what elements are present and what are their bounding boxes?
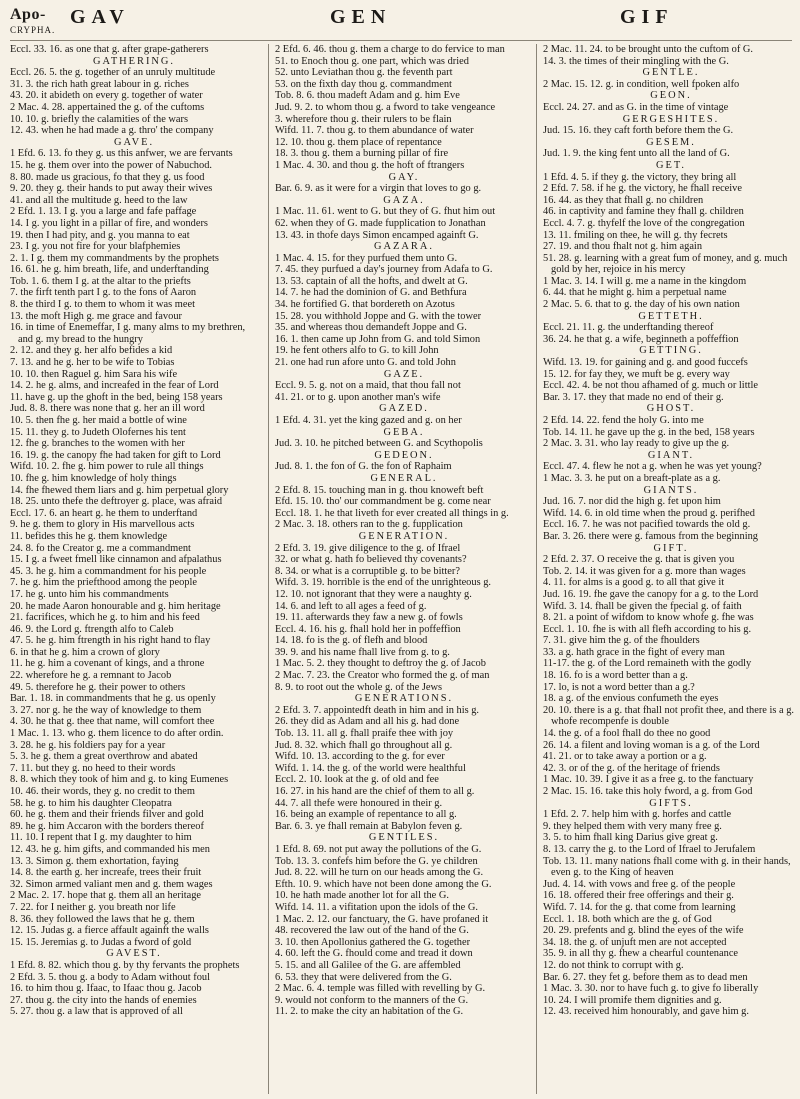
entry-line: 14. the g. of a fool fhall do thee no good xyxy=(543,728,711,740)
entry-line: 19. then I had pity, and g. you manna to eat xyxy=(10,229,190,241)
entry-line: Bar. 6. 3. ye fhall remain at Babylon feven g. xyxy=(275,820,463,832)
entry-line: Eccl. 21. 11. g. the underftanding thereof xyxy=(543,322,714,334)
entry-line: 3. 27. nor g. he the way of knowledge to them xyxy=(10,704,202,716)
entry-line: Jud. 15. 16. they caft forth before them the G. xyxy=(543,125,734,137)
entry-line: 9. he g. them to glory in His marvellous acts xyxy=(10,519,195,531)
entry-line: Jud. 3. 10. he pitched between G. and Scythopolis xyxy=(275,438,483,450)
entry-line: 10. 10. g. briefly the calamities of the wars xyxy=(10,113,189,125)
headword: GAVE. xyxy=(113,136,155,148)
entry-line: 12. 10. not ignorant that they were a naughty g. xyxy=(275,588,472,600)
entry-line: 11. have g. up the ghoft in the bed, being 158 years xyxy=(10,391,223,403)
entry-line: 31. 3. the rich hath great labour in g. riches xyxy=(10,78,189,90)
entry-line: 7. 11. but they g. no heed to their words xyxy=(10,762,176,774)
headword: GERGESHITES. xyxy=(622,113,720,125)
headword: GENTILES. xyxy=(368,832,440,844)
entry-line: 8. 8. which they took of him and g. to king Eumenes xyxy=(10,774,229,786)
entry-line: 10. he hath made another lot for all the G. xyxy=(275,890,449,902)
entry-line: 14. I g. you light in a pillar of fire, and wonders xyxy=(10,217,208,229)
entry-line: 4. 60. left the G. fhould come and tread it down xyxy=(275,948,473,960)
entry-line: 7. the firft tenth part I g. to the fons of Aaron xyxy=(10,287,197,299)
entry-line: 18. 16. fo is a word better than a g. xyxy=(543,670,688,682)
entry-line: 89. he g. him Accaron with the borders thereof xyxy=(10,820,204,832)
entry-line: 4. 30. he that g. thee that name, will comfort thee xyxy=(10,716,215,728)
entry-line: 12. 43. when he had made a g. thro' the company xyxy=(10,125,214,137)
entry-line: Wifd. 10. 13. according to the g. for ever xyxy=(275,751,445,763)
entry-line: 9. they helped them with very many free g. xyxy=(543,820,722,832)
entry-line: 12. 43. he g. him gifts, and commanded his men xyxy=(10,843,210,855)
entry-line: Eccl. 17. 6. an heart g. he them to underftand xyxy=(10,507,198,519)
entry-line: 58. he g. to him his daughter Cleopatra xyxy=(10,797,172,809)
entry-line: 5. 15. and all Galilee of the G. are affembled xyxy=(275,959,461,971)
entry-line: 2 Mac. 5. 6. that to g. the day of his own nation xyxy=(543,299,740,311)
headword: GENTLE. xyxy=(642,67,700,79)
entry-line: 51. to Enoch thou g. one part, which was dried xyxy=(275,55,469,67)
entry-line: Tob. 13. 11. many nations fhall come with g. in their hands, even g. to the King of heaven xyxy=(543,855,791,879)
entry-line: 11. 10. I repent that I g. my daughter to him xyxy=(10,832,192,844)
entry-line: 10. 5. then fhe g. her maid a bottle of wine xyxy=(10,415,187,426)
entry-line: 34. he fortified G. that bordereth on Azotus xyxy=(275,299,455,311)
entry-line: 11. befides this he g. them knowledge xyxy=(10,530,168,542)
entry-line: Eccl. 4. 16. his g. fhall hold her in poffeffion xyxy=(275,623,461,635)
entry-line: 14. 8. the earth g. her increafe, trees their fruit xyxy=(10,867,202,879)
entry-line: 15. he g. them over into the power of Nabuchod. xyxy=(10,159,212,171)
entry-line: 42. 3. or of the g. of the heritage of friends xyxy=(543,762,720,774)
entry-line: 1 Efd. 2. 7. help him with g. horfes and cattle xyxy=(543,809,732,821)
entry-line: 27. 19. and thou fhalt not g. him again xyxy=(543,241,703,253)
headword: GIANTS. xyxy=(643,484,699,496)
entry-line: 32. Simon armed valiant men and g. them wages xyxy=(10,878,213,890)
entry-line: 3. 5. to him fhall king Darius give great g. xyxy=(543,832,718,844)
headword: GETTETH. xyxy=(638,310,704,322)
entry-line: 2 Mac. 15. 16. take this holy fword, a g. from God xyxy=(543,786,753,797)
entry-line: 24. 8. fo the Creator g. me a commandment xyxy=(10,542,191,554)
entry-line: 1 Efd. 6. 13. fo they g. us this anfwer, we are fervants xyxy=(10,148,233,160)
headword: GENERATION. xyxy=(358,530,450,542)
header-rule xyxy=(10,40,792,41)
entry-line: 20. he made Aaron honourable and g. him heritage xyxy=(10,600,221,612)
entry-line: Eccl. 47. 4. flew he not a g. when he was yet young? xyxy=(543,461,762,473)
entry-line: 2 Mac. 7. 23. the Creator who formed the g. of man xyxy=(275,670,490,682)
entry-line: Wifd. 1. 14. the g. of the world were healthful xyxy=(275,762,466,774)
entry-line: 27. thou g. the city into the hands of enemies xyxy=(10,994,197,1006)
entry-line: Jud. 8. 32. which fhall go throughout all g. xyxy=(275,739,453,751)
entry-line: Bar. 1. 18. in commandments that he g. us openly xyxy=(10,693,216,705)
entry-line: 35. and whereas thou demandeft Joppe and G. xyxy=(275,322,467,334)
entry-line: 2 Efd. 1. 13. I g. you a large and fafe paffage xyxy=(10,206,197,218)
entry-line: 15. 15. Jeremias g. to Judas a fword of gold xyxy=(10,936,192,948)
entry-line: 16. being an example of repentance to all g. xyxy=(275,809,457,821)
entry-line: Eccl. 9. 5. g. not on a maid, that thou fall not xyxy=(275,380,461,392)
entry-line: 2 Efd. 2. 37. O receive the g. that is given you xyxy=(543,554,735,566)
entry-line: Wifd. 3. 14. fhall be given the fpecial g. of faith xyxy=(543,600,742,612)
headword: GEDEON. xyxy=(374,449,434,461)
entry-line: 26. 14. a filent and loving woman is a g. of the Lord xyxy=(543,739,760,751)
entry-line: 8. 21. a point of wifdom to know whofe g. fhe was xyxy=(543,612,754,624)
entry-line: 33. a g. hath grace in the fight of every man xyxy=(543,646,725,658)
entry-line: Tob. 2. 14. it was given for a g. more than wages xyxy=(543,565,746,577)
entry-line: 3. wherefore thou g. their rulers to be flain xyxy=(275,113,452,125)
entry-line: 5. 27. thou g. a law that is approved of all xyxy=(10,1006,183,1018)
entry-line: 12. do not think to corrupt with g. xyxy=(543,959,684,971)
entry-line: 8. 36. they followed the laws that he g. them xyxy=(10,913,195,925)
entry-line: 2 Efd. 14. 22. fend the holy G. into me xyxy=(543,415,704,426)
headword: GAZA. xyxy=(383,194,425,206)
entry-line: Eccl. 2. 10. look at the g. of old and fee xyxy=(275,774,439,786)
entry-line: 45. 3. he g. him a commandment for his people xyxy=(10,565,207,577)
entry-line: Jud. 8. 1. the fon of G. the fon of Raphaim xyxy=(275,461,452,473)
entry-line: Bar. 3. 26. there were g. famous from the beginning xyxy=(543,530,758,542)
entry-line: 16. 1. then came up John from G. and told Simon xyxy=(275,333,481,345)
headword: GENERAL. xyxy=(370,472,438,484)
concordance-column-1 xyxy=(10,44,258,1094)
entry-line: 3. 10. then Apollonius gathered the G. together xyxy=(275,936,471,948)
entry-line: 16. 27. in his hand are the chief of them to all g. xyxy=(275,786,475,797)
entry-line: 2. 12. and they g. her alfo befides a kid xyxy=(10,345,173,357)
entry-line: 36. 24. he that g. a wife, beginneth a poffeffion xyxy=(543,333,739,345)
entry-line: Wifd. 14. 6. in old time when the proud g. perifhed xyxy=(543,507,755,519)
entry-line: Eccl. 26. 5. the g. together of an unruly multitude xyxy=(10,67,216,79)
entry-line: 10. 10. then Raguel g. him Sara his wife xyxy=(10,368,178,380)
header-section-top: Apo- xyxy=(10,6,46,23)
entry-line: 17. he g. unto him his commandments xyxy=(10,588,169,600)
entry-line: 18. 25. unto thefe the deftroyer g. place, was afraid xyxy=(10,496,223,508)
entry-line: 16. 18. offered their free offerings and their g. xyxy=(543,890,734,902)
entry-line: 1 Mac. 2. 12. our fanctuary, the G. have profaned it xyxy=(275,913,489,925)
entry-line: 41. 21. or to take away a portion or a g. xyxy=(543,751,707,763)
entry-line: Wifd. 3. 19. horrible is the end of the unrighteous g. xyxy=(275,577,492,589)
entry-line: 1 Mac. 11. 61. went to G. but they of G. fhut him out xyxy=(275,206,496,218)
headword: GIANT. xyxy=(647,449,695,461)
headword: GAZE. xyxy=(383,368,425,380)
entry-line: Bar. 6. 27. they fet g. before them as to dead men xyxy=(543,971,748,983)
entry-line: 21. facrifices, which he g. to him and his feed xyxy=(10,612,200,624)
headword: GATHERING. xyxy=(92,55,176,67)
entry-line: 7. 22. for I neither g. you breath nor life xyxy=(10,901,176,913)
headword: GAY. xyxy=(388,171,420,183)
entry-line: Eccl. 4. 7. g. thyfelf the love of the congregation xyxy=(543,217,745,229)
entry-line: 41. and all the multitude g. heed to the law xyxy=(10,194,188,206)
entry-line: 19. he fent others alfo to G. to kill John xyxy=(275,345,439,357)
headword: GETTING. xyxy=(639,345,703,357)
entry-line: 13. 43. in thofe days Simon encamped againft G. xyxy=(275,229,479,241)
entry-line: Tob. 13. 11. all g. fhall praife thee with joy xyxy=(275,728,454,740)
entry-line: 8. 80. made us gracious, fo that they g. us food xyxy=(10,171,205,183)
entry-line: 52. unto Leviathan thou g. the feventh part xyxy=(275,67,453,79)
entry-line: 14. fhe fhewed them liars and g. him perpetual glory xyxy=(10,484,229,496)
entry-line: 20. 10. there is a g. that fhall not profit thee, and there is a g. whofe recompenfe is double xyxy=(543,704,795,728)
entry-line: 32. or what g. hath fo believed thy covenants? xyxy=(275,554,467,566)
entry-line: 23. I g. you not fire for your blafphemies xyxy=(10,241,181,253)
entry-line: 60. he g. them and their friends filver and gold xyxy=(10,809,204,821)
entry-line: 2. 1. I g. them my commandments by the prophets xyxy=(10,252,219,264)
entry-line: Tob. 8. 6. thou madeft Adam and g. him Eve xyxy=(275,90,460,102)
entry-line: 16. to him thou g. Ifaac, to Ifaac thou g. Jacob xyxy=(10,983,202,995)
entry-line: 1 Mac. 4. 30. and thou g. the hoft of ftrangers xyxy=(275,159,465,171)
entry-line: 12. fhe g. branches to the women with her xyxy=(10,438,185,450)
entry-line: 46. in captivity and famine they fhall g. children xyxy=(543,206,744,218)
entry-line: 51. 28. g. learning with a great fum of money, and g. much gold by her, rejoice in his mercy xyxy=(543,252,788,276)
entry-line: 14. 3. the times of their mingling with the G. xyxy=(543,55,729,67)
entry-line: 47. 5. he g. him ftrength in his right hand to flay xyxy=(10,635,211,647)
entry-line: 1 Mac. 3. 14. I will g. me a name in the kingdom xyxy=(543,275,747,287)
entry-line: 5. 3. he g. them a great overthrow and abated xyxy=(10,751,198,763)
entry-line: 18. a g. of the envious confumeth the eyes xyxy=(543,693,719,705)
entry-line: 14. 18. fo is the g. of flefh and blood xyxy=(275,635,428,647)
entry-line: 21. one had run afore unto G. and told John xyxy=(275,357,456,369)
entry-line: Jud. 16. 19. fhe gave the canopy for a g. to the Lord xyxy=(543,588,759,600)
entry-line: 18. 3. thou g. them a burning pillar of fire xyxy=(275,148,449,160)
headword: GIFT. xyxy=(653,542,689,554)
headword: GIFTS. xyxy=(649,797,693,809)
entry-line: 15. 11. they g. to Judeth Olofernes his tent xyxy=(10,426,186,438)
entry-line: 14. 2. he g. alms, and increafed in the fear of Lord xyxy=(10,380,219,392)
entry-line: Wifd. 10. 2. fhe g. him power to rule all things xyxy=(10,461,204,473)
entry-line: 14. 7. he had the dominion of G. and Bethfura xyxy=(275,287,467,299)
entry-line: 11. he g. him a covenant of kings, and a throne xyxy=(10,658,205,670)
entry-line: Eccl. 33. 16. as one that g. after grape-gatherers xyxy=(10,44,209,55)
entry-line: 6. 44. that he might g. him a perpetual name xyxy=(543,287,727,299)
entry-line: 1 Efd. 4. 5. if they g. the victory, they bring all xyxy=(543,171,737,183)
entry-line: 8. 9. to root out the whole g. of the Jews xyxy=(275,681,443,693)
entry-line: 2 Mac. 3. 18. others ran to the g. fupplication xyxy=(275,519,463,531)
entry-line: Efth. 10. 9. which have not been done among the G. xyxy=(275,878,492,890)
entry-line: 10. 24. I will promife them dignities and g. xyxy=(543,994,722,1006)
entry-line: 1 Efd. 8. 69. not put away the pollutions of the G. xyxy=(275,843,482,855)
headword: GHOST. xyxy=(646,403,696,415)
concordance-column-3 xyxy=(536,44,799,1094)
entry-line: 11. 2. to make the city an habitation of the G. xyxy=(275,1006,464,1018)
entry-line: 8. 13. carry the g. to the Lord of Ifrael to Jerufalem xyxy=(543,843,756,855)
entry-line: 13. 3. Simon g. them exhortation, faying xyxy=(10,855,179,867)
entry-line: Tob. 13. 3. confefs him before the G. ye children xyxy=(275,855,478,867)
entry-line: 7. he g. him the priefthood among the people xyxy=(10,577,197,589)
entry-line: 2 Efd. 3. 5. thou g. a body to Adam without foul xyxy=(10,971,211,983)
entry-line: 2 Efd. 6. 46. thou g. them a charge to do fervice to man xyxy=(275,44,505,55)
entry-line: Jud. 8. 8. there was none that g. her an ill word xyxy=(10,403,205,415)
entry-line: Wifd. 7. 14. for the g. that come from learning xyxy=(543,901,736,913)
entry-line: 1 Mac. 3. 30. nor to have fuch g. to give fo liberally xyxy=(543,983,759,995)
entry-line: 9. would not conform to the manners of the G. xyxy=(275,994,469,1006)
entry-line: 6. in that he g. him a crown of glory xyxy=(10,646,160,658)
entry-line: Jud. 4. 14. with vows and free g. of the people xyxy=(543,878,736,890)
headword: GAVEST. xyxy=(106,948,162,960)
entry-line: 1 Mac. 10. 39. I give it as a free g. to the fanctuary xyxy=(543,774,754,786)
entry-line: 20. 29. prefents and g. blind the eyes of the wife xyxy=(543,925,744,937)
entry-line: 49. 5. therefore he g. their power to others xyxy=(10,681,186,693)
entry-line: 2 Efd. 3. 19. give diligence to the g. of Ifrael xyxy=(275,542,461,554)
entry-line: Wifd. 13. 19. for gaining and g. and good fuccefs xyxy=(543,357,748,369)
entry-line: 2 Mac. 15. 12. g. in condition, well fpoken alfo xyxy=(543,78,740,90)
header-guide-word-2: GEN xyxy=(330,6,392,28)
entry-line: 10. 46. their words, they g. no credit to them xyxy=(10,786,195,797)
entry-line: 34. 18. the g. of unjuft men are not accepted xyxy=(543,936,727,948)
entry-line: 15. 12. for fay they, we muft be g. every way xyxy=(543,368,730,380)
entry-line: 1 Mac. 1. 13. who g. them licence to do after ordin. xyxy=(10,728,224,740)
entry-line: 39. 9. and his name fhall live from g. to g. xyxy=(275,646,450,658)
entry-line: 2 Mac. 3. 31. who lay ready to give up the g. xyxy=(543,438,730,450)
entry-line: 13. 53. captain of all the hofts, and dwelt at G. xyxy=(275,275,468,287)
entry-line: 2 Efd. 8. 15. touching man in g. thou knoweft beft xyxy=(275,484,484,496)
entry-line: 22. wherefore he g. a remnant to Jacob xyxy=(10,670,172,682)
entry-line: 44. 7. all thefe were honoured in their g. xyxy=(275,797,443,809)
entry-line: 13. 11. fmiling on thee, he will g. thy fecrets xyxy=(543,229,728,241)
entry-line: Efd. 15. 10. tho' our commandment be g. come near xyxy=(275,496,491,508)
entry-line: 35. 9. in all thy g. fhew a chearful countenance xyxy=(543,948,739,960)
entry-line: 3. 28. he g. his foldiers pay for a year xyxy=(10,739,166,751)
entry-line: 16. 19. g. the canopy fhe had taken for gift to Lord xyxy=(10,449,221,461)
entry-line: Eccl. 42. 4. be not thou afhamed of g. much or little xyxy=(543,380,758,392)
entry-line: 62. when they of G. made fupplication to Jonathan xyxy=(275,217,486,229)
entry-line: 15. I g. a fweet fmell like cinnamon and afpalathus xyxy=(10,554,222,566)
entry-line: 16. 61. he g. him breath, life, and underftanding xyxy=(10,264,209,276)
headword: GEBA. xyxy=(383,426,425,438)
entry-line: 26. they did as Adam and all his g. had done xyxy=(275,716,460,728)
headword: GEON. xyxy=(650,90,692,102)
entry-line: 1 Mac. 3. 3. he put on a breaft-plate as a g. xyxy=(543,472,721,484)
concordance-column-2 xyxy=(268,44,533,1094)
page-header xyxy=(0,0,800,44)
entry-line: 2 Mac. 2. 17. hope that g. them all an heritage xyxy=(10,890,202,902)
header-section-bottom: CRYPHA. xyxy=(10,25,56,35)
entry-line: 16. 44. as they that fhall g. no children xyxy=(543,194,704,206)
headword: GET. xyxy=(655,159,687,171)
entry-line: 46. 9. the Lord g. ftrength alfo to Caleb xyxy=(10,623,174,635)
entry-line: 8. the third I g. to them to whom it was meet xyxy=(10,299,195,311)
entry-line: 53. on the fixth day thou g. commandment xyxy=(275,78,452,90)
entry-line: 43. 20. it abideth on every g. together of water xyxy=(10,90,203,102)
entry-line: 17. lo, is not a word better than a g.? xyxy=(543,681,695,693)
entry-line: Wifd. 14. 11. a vifitation upon the idols of the G. xyxy=(275,901,478,913)
entry-line: 13. the moft High g. me grace and favour xyxy=(10,310,182,322)
entry-line: Eccl. 24. 27. and as G. in the time of vintage xyxy=(543,101,729,113)
entry-line: 12. 15. Judas g. a fierce affault againft the walls xyxy=(10,925,209,937)
entry-line: 41. 21. or to g. upon another man's wife xyxy=(275,391,441,403)
headword: GAZARA. xyxy=(374,241,434,253)
entry-line: Wifd. 11. 7. thou g. to them abundance of water xyxy=(275,125,474,137)
entry-line: 2 Mac. 11. 24. to be brought unto the cuftom of G. xyxy=(543,44,753,55)
entry-line: Jud. 1. 9. the king fent unto all the land of G. xyxy=(543,148,730,160)
entry-line: 12. 43. received him honourably, and gave him g. xyxy=(543,1006,749,1018)
entry-line: 2 Mac. 6. 4. temple was filled with revelling by G. xyxy=(275,983,486,995)
headword: GAZED. xyxy=(379,403,429,415)
headword: GENERATIONS. xyxy=(354,693,454,705)
entry-line: Eccl. 1. 10. fhe is with all flefh according to his g. xyxy=(543,623,752,635)
entry-line: 14. 6. and left to all ages a feed of g. xyxy=(275,600,427,612)
entry-line: Tob. 14. 11. he gave up the g. in the bed, 158 years xyxy=(543,426,755,438)
entry-line: 2 Mac. 4. 28. appertained the g. of the cuftoms xyxy=(10,101,205,113)
entry-line: 8. 34. or what is a corruptible g. to be bitter? xyxy=(275,565,460,577)
entry-line: 16. in time of Enemeffar, I g. many alms to my brethren, and g. my bread to the hungry xyxy=(10,322,246,345)
entry-line: 1 Mac. 5. 2. they thought to deftroy the g. of Jacob xyxy=(275,658,486,670)
entry-line: Jud. 8. 22. will he turn on our heads among the G. xyxy=(275,867,484,879)
entry-line: 12. 10. thou g. them place of repentance xyxy=(275,136,442,148)
entry-line: Jud. 9. 2. to whom thou g. a fword to take vengeance xyxy=(275,101,496,113)
entry-line: Bar. 3. 17. they that made no end of their g. xyxy=(543,391,724,403)
entry-line: 6. 53. they that were delivered from the G. xyxy=(275,971,452,983)
entry-line: 7. 31. give him the g. of the fhoulders xyxy=(543,635,700,647)
entry-line: 2 Efd. 7. 58. if he g. the victory, he fhall receive xyxy=(543,183,742,195)
entry-line: 1 Efd. 4. 31. yet the king gazed and g. on her xyxy=(275,415,462,426)
entry-line: Eccl. 16. 7. he was not pacified towards the old g. xyxy=(543,519,751,531)
entry-line: Eccl. 18. 1. he that liveth for ever created all things in g. xyxy=(275,507,509,519)
entry-line: Tob. 1. 6. them I g. at the altar to the priefts xyxy=(10,275,191,287)
entry-line: 1 Efd. 8. 82. which thou g. by thy fervants the prophets xyxy=(10,959,240,971)
headword: GESEM. xyxy=(646,136,696,148)
entry-line: 48. recovered the law out of the hand of the G. xyxy=(275,925,469,937)
entry-line: 1 Mac. 4. 15. for they purfued them unto G. xyxy=(275,252,458,264)
entry-line: Jud. 16. 7. nor did the high g. fet upon him xyxy=(543,496,721,508)
entry-line: 2 Efd. 3. 7. appointedft death in him and in his g. xyxy=(275,704,480,716)
entry-line: 7. 45. they purfued a day's journey from Adafa to G. xyxy=(275,264,493,276)
entry-line: Bar. 6. 9. as it were for a virgin that loves to go g. xyxy=(275,183,482,195)
entry-line: Eccl. 1. 18. both which are the g. of God xyxy=(543,913,712,925)
entry-line: 19. 11. afterwards they faw a new g. of fowls xyxy=(275,612,463,624)
entry-line: 9. 20. they g. their hands to put away their wives xyxy=(10,183,213,195)
entry-line: 15. 28. you withhold Joppe and G. with the tower xyxy=(275,310,482,322)
entry-line: 11-17. the g. of the Lord remaineth with the godly xyxy=(543,658,752,670)
entry-line: 7. 13. and he g. her to be wife to Tobias xyxy=(10,357,175,369)
header-guide-word-1: GAV xyxy=(70,6,130,28)
entry-line: 10. fhe g. him knowledge of holy things xyxy=(10,472,177,484)
entry-line: 4. 11. for alms is a good g. to all that give it xyxy=(543,577,725,589)
header-guide-word-3: GIF xyxy=(620,6,674,28)
